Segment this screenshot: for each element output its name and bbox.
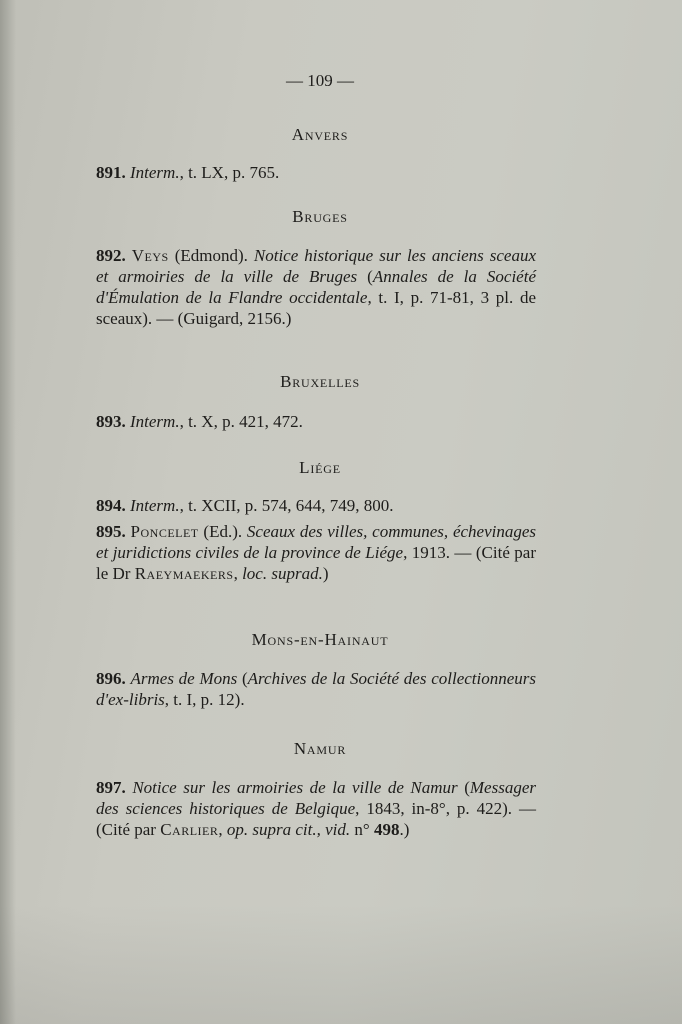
entry-title: Sceaux des villes, communes, échevinages et juridictions civiles de la province de Liége	[96, 522, 537, 562]
entry-number: 892.	[96, 246, 126, 265]
entry-891	[96, 162, 536, 183]
entry-895	[96, 521, 536, 584]
entry-series: Archives de la Société des collectionneurs d'ex-libris	[96, 669, 537, 709]
entry-title: Interm.	[130, 412, 180, 431]
entry-text: , t. I, p. 12).	[164, 690, 245, 709]
entry-number: 896.	[96, 669, 126, 688]
entry-894	[96, 495, 536, 516]
entry-text: , t. XCII, p. 574, 644, 749, 800.	[179, 496, 394, 515]
entry-series: Annales de la Société d'Émulation de la Flandre occidentale	[96, 267, 536, 307]
entry-text: , t. I, p. 71-81, 3 pl. de sceaux). — (Guigard, 2156.)	[96, 288, 536, 328]
entry-text: (Ed.).	[198, 522, 247, 541]
entry-text: , 1843, in-8°, p. 422). — (Cité par	[96, 799, 536, 839]
entry-number: 895.	[96, 522, 126, 541]
entry-number: 893.	[96, 412, 126, 431]
entry-title: Notice historique sur les anciens sceaux et armoiries de la ville de Bruges	[96, 246, 537, 286]
entry-text: (Edmond).	[168, 246, 254, 265]
entry-author: Veys	[131, 246, 169, 265]
heading-bruxelles: Bruxelles	[280, 372, 360, 391]
entry-number: 894.	[96, 496, 126, 515]
entry-text: , 1913. — (Cité par le Dr	[96, 543, 536, 583]
entry-reference-number: 498	[373, 820, 400, 839]
heading-namur: Namur	[293, 739, 347, 758]
heading-mons-en-hainaut: Mons-en-Hainaut	[251, 630, 389, 649]
entry-text: )	[322, 564, 329, 583]
heading-bruges: Bruges	[292, 207, 348, 226]
entry-text: (	[357, 267, 373, 286]
entry-text: .)	[399, 820, 410, 839]
page-number: — 109 —	[286, 71, 354, 90]
entry-number: 891.	[96, 163, 126, 182]
heading-anvers: Anvers	[291, 125, 349, 144]
entry-text: ,	[233, 564, 243, 583]
entry-number: 897.	[96, 778, 126, 797]
entry-text: , t. LX, p. 765.	[179, 163, 280, 182]
entry-896	[96, 668, 536, 710]
entry-text: n°	[350, 820, 374, 839]
entry-893	[96, 411, 536, 432]
entry-author: Poncelet	[130, 522, 199, 541]
entry-title: Interm.	[130, 496, 180, 515]
entry-person: Raeymaekers	[134, 564, 234, 583]
heading-liege: Liége	[299, 458, 341, 477]
entry-897	[96, 777, 536, 840]
entry-text: , t. X, p. 421, 472.	[179, 412, 303, 431]
entry-892	[96, 245, 536, 329]
entry-reference: loc. suprad.	[242, 564, 323, 583]
entry-person: Carlier	[160, 820, 219, 839]
entry-series: Messager des sciences historiques de Belgique	[96, 778, 536, 818]
entry-title: Interm.	[130, 163, 180, 182]
entry-title: Armes de Mons	[130, 669, 238, 688]
entry-title: Notice sur les armoiries de la ville de Namur	[132, 778, 458, 797]
entry-text: (	[457, 778, 470, 797]
entry-reference: op. supra cit., vid.	[226, 820, 351, 839]
entry-text: ,	[218, 820, 227, 839]
entry-text: (	[237, 669, 248, 688]
